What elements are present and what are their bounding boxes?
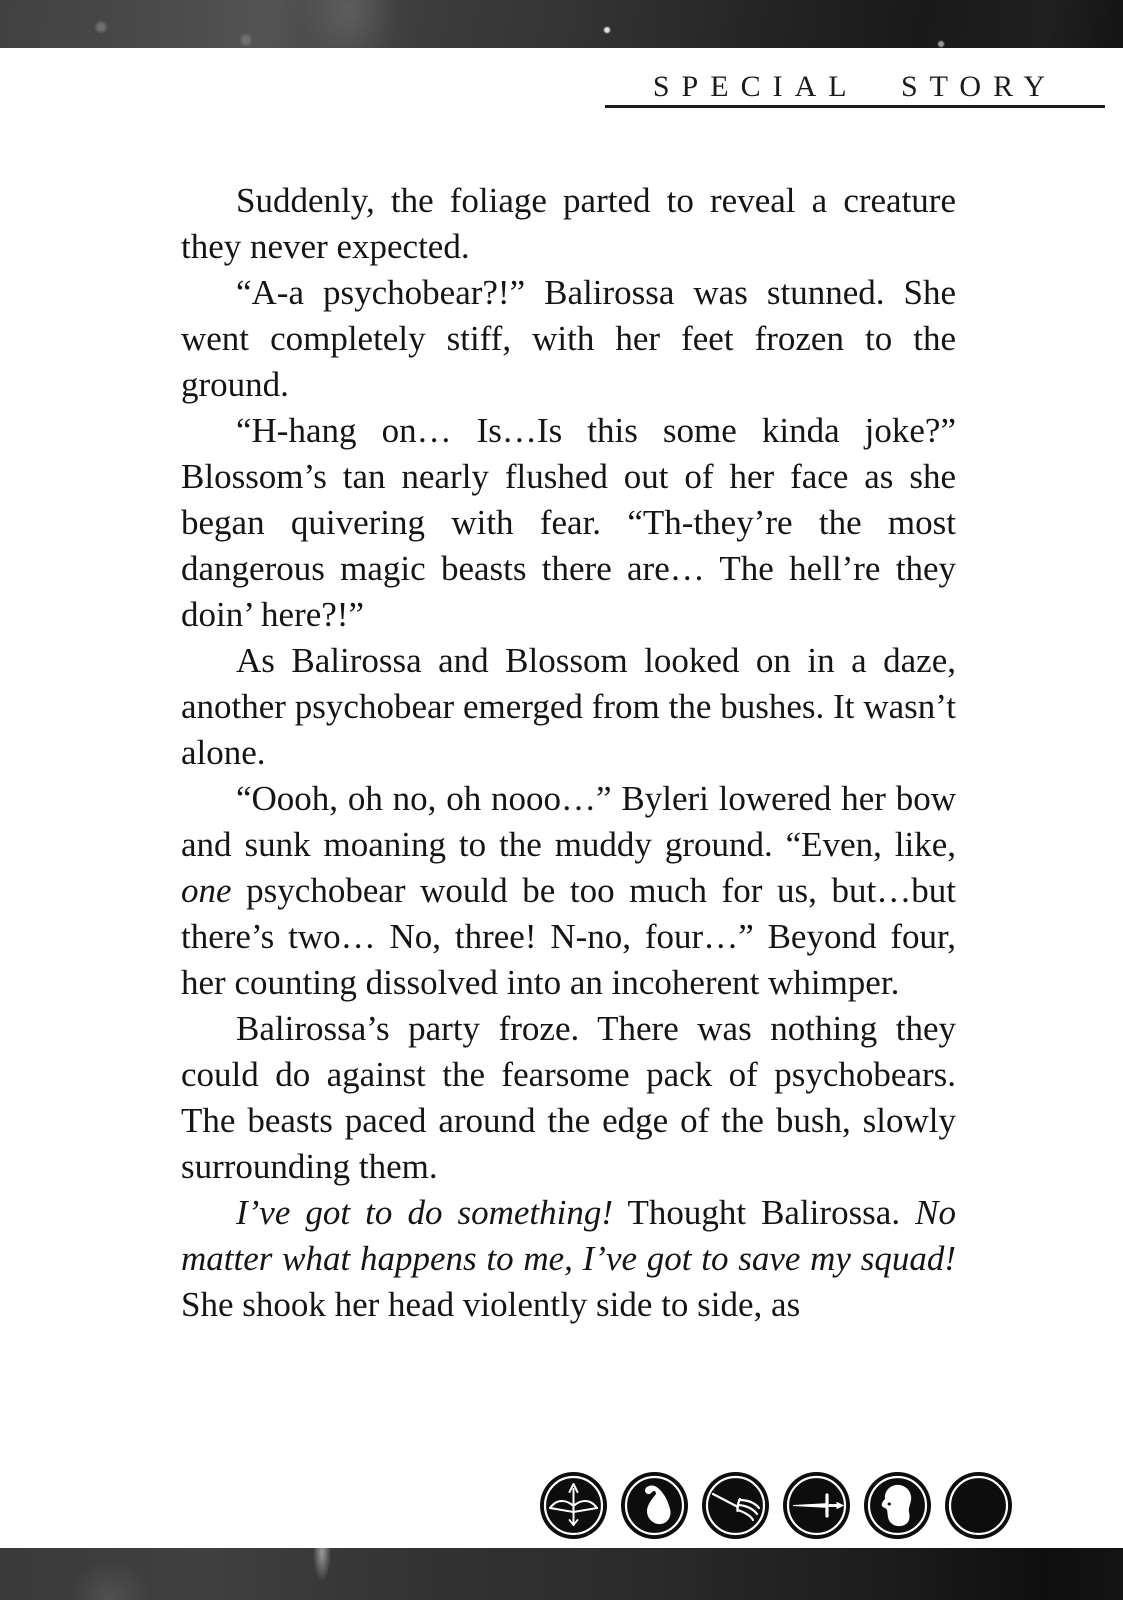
party-icon-row [540,1472,1012,1539]
italic-run: I’ve got to do something! [236,1193,614,1232]
text-run: Suddenly, the foliage parted to reveal a creature they never expected. [181,181,956,266]
text-run: She shook her head violently side to side, as [181,1285,801,1324]
bow-icon [540,1472,607,1539]
bottom-gradient-bar [0,1548,1123,1600]
paragraph [181,270,956,408]
italic-run: No matter what happens to me, I’ve got to save my squad! [181,1193,956,1278]
section-title: SPECIAL STORY [652,70,1058,103]
text-run: “H-hang on… Is…Is this some kinda joke?” Blossom’s tan nearly flushed out of her face as she began quivering with fear. “Th-they’re the most dangerous magic beasts there are… The hell’re they doin’ here?!” [181,411,956,634]
boot-icon [621,1472,688,1539]
paragraph [181,776,956,1006]
top-gradient-bar [0,0,1123,48]
paragraph [181,178,956,270]
paragraph [181,1006,956,1190]
pitchfork-icon [702,1472,769,1539]
section-header [605,70,1105,108]
paragraph [181,638,956,776]
paragraph [181,1190,956,1328]
blank-circle-icon [945,1472,1012,1539]
text-run: “A-a psychobear?!” Balirossa was stunned. She went completely stiff, with her feet frozen to the ground. [181,273,956,404]
paragraph [181,408,956,638]
text-run: Thought Balirossa. [613,1193,916,1232]
face-profile-icon [864,1472,931,1539]
story-text [181,178,956,1328]
text-run: psychobear would be too much for us, but…but there’s two… No, three! N-no, four…” Beyond four, her counting dissolved into an incoherent whimper. [181,871,956,1002]
sword-icon [783,1472,850,1539]
italic-run: one [181,871,232,910]
text-run: Balirossa’s party froze. There was nothing they could do against the fearsome pack of psychobears. The beasts paced around the edge of the bush, slowly surrounding them. [181,1009,956,1186]
text-run: As Balirossa and Blossom looked on in a daze, another psychobear emerged from the bushes. It wasn’t alone. [181,641,956,772]
text-run: “Oooh, oh no, oh nooo…” Byleri lowered her bow and sunk moaning to the muddy ground. “Even, like, [181,779,956,864]
